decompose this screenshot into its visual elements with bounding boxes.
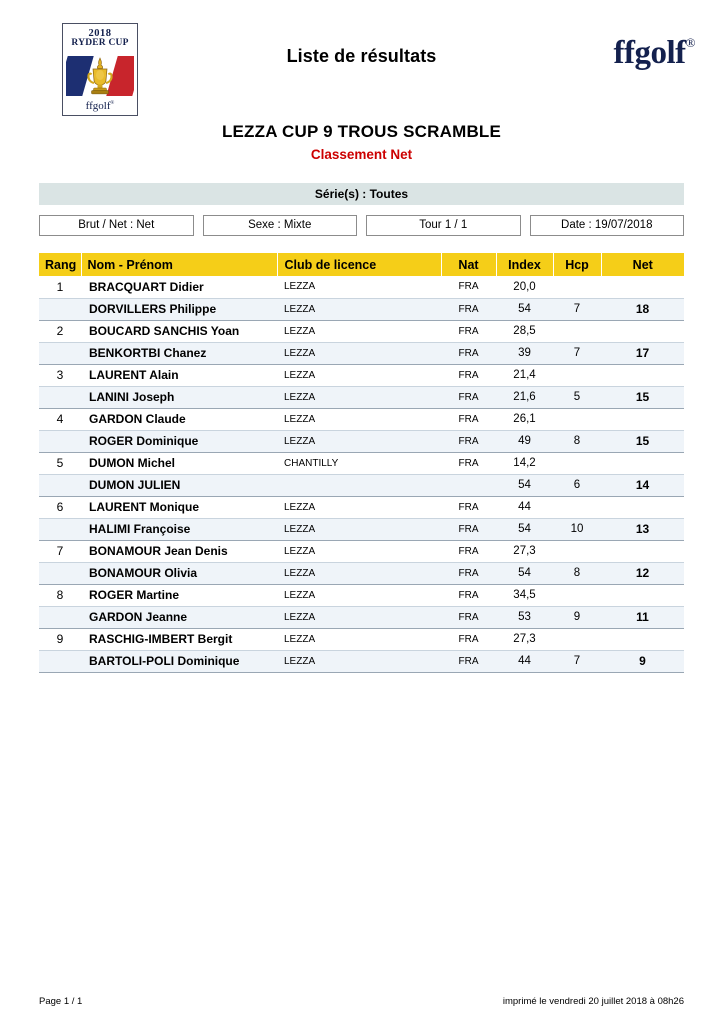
cell-nom: BOUCARD SANCHIS Yoan bbox=[81, 320, 277, 342]
filter-tour[interactable]: Tour 1 / 1 bbox=[366, 215, 521, 236]
table-row bbox=[39, 562, 684, 584]
column-header-rang[interactable]: Rang bbox=[39, 253, 81, 276]
cell-index: 49 bbox=[496, 430, 553, 452]
competition-title: LEZZA CUP 9 TROUS SCRAMBLE bbox=[221, 122, 502, 141]
cell-index: 54 bbox=[496, 298, 553, 320]
cell-net bbox=[601, 628, 684, 650]
page-footer bbox=[39, 996, 684, 1010]
cell-rang bbox=[39, 342, 81, 364]
cell-club: LEZZA bbox=[277, 386, 441, 408]
cell-index: 27,3 bbox=[496, 628, 553, 650]
cell-nat: FRA bbox=[441, 364, 496, 386]
table-row bbox=[39, 364, 684, 386]
page-header bbox=[0, 0, 723, 120]
cell-hcp bbox=[553, 540, 601, 562]
column-header-nat[interactable]: Nat bbox=[441, 253, 496, 276]
column-header-net[interactable]: Net bbox=[601, 253, 684, 276]
cell-rang: 4 bbox=[39, 408, 81, 430]
cell-net: 12 bbox=[601, 562, 684, 584]
cell-net: 15 bbox=[601, 386, 684, 408]
ryder-cup-logo bbox=[62, 23, 138, 116]
serie-bar: Série(s) : Toutes bbox=[39, 183, 684, 205]
cell-club bbox=[277, 474, 441, 496]
cell-rang bbox=[39, 606, 81, 628]
cell-hcp: 7 bbox=[553, 650, 601, 672]
cell-club: LEZZA bbox=[277, 408, 441, 430]
cell-hcp bbox=[553, 452, 601, 474]
cell-nat: FRA bbox=[441, 342, 496, 364]
cell-club: LEZZA bbox=[277, 276, 441, 298]
filter-sexe[interactable]: Sexe : Mixte bbox=[203, 215, 358, 236]
cell-nom: LAURENT Monique bbox=[81, 496, 277, 518]
cell-rang: 1 bbox=[39, 276, 81, 298]
cell-index: 54 bbox=[496, 474, 553, 496]
cell-nom: HALIMI Françoise bbox=[81, 518, 277, 540]
ffgolf-brand-logo bbox=[613, 36, 695, 70]
cell-net: 17 bbox=[601, 342, 684, 364]
cell-club: LEZZA bbox=[277, 430, 441, 452]
ryder-cup-registered-mark: ® bbox=[110, 101, 115, 106]
cell-nat: FRA bbox=[441, 650, 496, 672]
cell-nat: FRA bbox=[441, 298, 496, 320]
table-header-row bbox=[39, 253, 684, 276]
cell-hcp: 6 bbox=[553, 474, 601, 496]
footer-print-timestamp: imprimé le vendredi 20 juillet 2018 à 08h26 bbox=[502, 996, 684, 1007]
cell-club: LEZZA bbox=[277, 606, 441, 628]
table-row bbox=[39, 540, 684, 562]
cell-net: 15 bbox=[601, 430, 684, 452]
cell-club: LEZZA bbox=[277, 320, 441, 342]
table-row bbox=[39, 408, 684, 430]
cell-net: 11 bbox=[601, 606, 684, 628]
cell-nat: FRA bbox=[441, 452, 496, 474]
cell-hcp: 5 bbox=[553, 386, 601, 408]
cell-hcp: 7 bbox=[553, 298, 601, 320]
ffgolf-wordmark: ffgolf bbox=[613, 35, 686, 71]
table-row bbox=[39, 320, 684, 342]
table-row bbox=[39, 518, 684, 540]
cell-index: 26,1 bbox=[496, 408, 553, 430]
cell-rang: 9 bbox=[39, 628, 81, 650]
cell-index: 54 bbox=[496, 518, 553, 540]
cell-index: 27,3 bbox=[496, 540, 553, 562]
cell-club: CHANTILLY bbox=[277, 452, 441, 474]
cell-nat bbox=[441, 474, 496, 496]
table-row bbox=[39, 474, 684, 496]
ffgolf-registered-mark: ® bbox=[685, 35, 695, 50]
footer-page-number: Page 1 / 1 bbox=[39, 996, 83, 1007]
cell-club: LEZZA bbox=[277, 540, 441, 562]
table-row bbox=[39, 496, 684, 518]
cell-hcp bbox=[553, 320, 601, 342]
competition-subtitle: Classement Net bbox=[310, 147, 413, 162]
cell-nat: FRA bbox=[441, 386, 496, 408]
cell-nat: FRA bbox=[441, 276, 496, 298]
cell-nom: ROGER Martine bbox=[81, 584, 277, 606]
cell-nom: ROGER Dominique bbox=[81, 430, 277, 452]
cell-nom: BENKORTBI Chanez bbox=[81, 342, 277, 364]
table-row bbox=[39, 584, 684, 606]
cell-hcp bbox=[553, 364, 601, 386]
cell-nom: BONAMOUR Jean Denis bbox=[81, 540, 277, 562]
cell-club: LEZZA bbox=[277, 518, 441, 540]
cell-rang bbox=[39, 518, 81, 540]
cell-nom: DUMON Michel bbox=[81, 452, 277, 474]
cell-rang: 3 bbox=[39, 364, 81, 386]
cell-club: LEZZA bbox=[277, 298, 441, 320]
filter-date[interactable]: Date : 19/07/2018 bbox=[530, 215, 685, 236]
cell-nom: BONAMOUR Olivia bbox=[81, 562, 277, 584]
cell-net bbox=[601, 452, 684, 474]
cell-nat: FRA bbox=[441, 518, 496, 540]
cell-index: 21,6 bbox=[496, 386, 553, 408]
table-row bbox=[39, 342, 684, 364]
cell-nom: DORVILLERS Philippe bbox=[81, 298, 277, 320]
cell-nat: FRA bbox=[441, 562, 496, 584]
cell-nat: FRA bbox=[441, 408, 496, 430]
cell-net: 14 bbox=[601, 474, 684, 496]
document-title: Liste de résultats bbox=[286, 46, 437, 66]
cell-net: 9 bbox=[601, 650, 684, 672]
cell-hcp bbox=[553, 276, 601, 298]
cell-net bbox=[601, 408, 684, 430]
ryder-cup-logo-federation bbox=[66, 95, 134, 113]
cell-rang: 5 bbox=[39, 452, 81, 474]
cell-index: 34,5 bbox=[496, 584, 553, 606]
cell-nom: DUMON JULIEN bbox=[81, 474, 277, 496]
table-row bbox=[39, 628, 684, 650]
cell-nat: FRA bbox=[441, 584, 496, 606]
cell-hcp bbox=[553, 584, 601, 606]
cell-rang: 7 bbox=[39, 540, 81, 562]
cell-nat: FRA bbox=[441, 606, 496, 628]
cell-index: 44 bbox=[496, 650, 553, 672]
cell-net bbox=[601, 364, 684, 386]
cell-index: 54 bbox=[496, 562, 553, 584]
cell-rang bbox=[39, 430, 81, 452]
results-table bbox=[39, 253, 684, 672]
cell-net bbox=[601, 540, 684, 562]
table-row bbox=[39, 298, 684, 320]
cell-hcp bbox=[553, 496, 601, 518]
cell-rang: 8 bbox=[39, 584, 81, 606]
cell-nat: FRA bbox=[441, 540, 496, 562]
cell-index: 44 bbox=[496, 496, 553, 518]
cell-net: 13 bbox=[601, 518, 684, 540]
cell-net bbox=[601, 584, 684, 606]
cell-hcp: 10 bbox=[553, 518, 601, 540]
column-header-hcp[interactable]: Hcp bbox=[553, 253, 601, 276]
cell-index: 28,5 bbox=[496, 320, 553, 342]
table-row bbox=[39, 452, 684, 474]
results-table-body bbox=[39, 276, 684, 672]
cell-nat: FRA bbox=[441, 430, 496, 452]
cell-index: 14,2 bbox=[496, 452, 553, 474]
cell-nom: GARDON Claude bbox=[81, 408, 277, 430]
cell-hcp: 7 bbox=[553, 342, 601, 364]
cell-net: 18 bbox=[601, 298, 684, 320]
filter-brut-net[interactable]: Brut / Net : Net bbox=[39, 215, 194, 236]
filter-bar bbox=[39, 215, 684, 236]
column-header-nom[interactable]: Nom - Prénom bbox=[81, 253, 277, 276]
cell-hcp: 9 bbox=[553, 606, 601, 628]
cell-nat: FRA bbox=[441, 496, 496, 518]
cell-rang: 2 bbox=[39, 320, 81, 342]
cell-club: LEZZA bbox=[277, 364, 441, 386]
table-row bbox=[39, 606, 684, 628]
column-header-index[interactable]: Index bbox=[496, 253, 553, 276]
table-row bbox=[39, 386, 684, 408]
cell-club: LEZZA bbox=[277, 584, 441, 606]
ryder-cup-year: 2018 bbox=[88, 28, 112, 39]
ryder-cup-event: RYDER CUP bbox=[71, 38, 129, 49]
table-row bbox=[39, 276, 684, 298]
cell-club: LEZZA bbox=[277, 496, 441, 518]
cell-rang bbox=[39, 474, 81, 496]
cell-nom: LANINI Joseph bbox=[81, 386, 277, 408]
table-row bbox=[39, 430, 684, 452]
cell-club: LEZZA bbox=[277, 562, 441, 584]
cell-rang bbox=[39, 650, 81, 672]
cell-hcp: 8 bbox=[553, 430, 601, 452]
cell-club: LEZZA bbox=[277, 628, 441, 650]
cell-net bbox=[601, 276, 684, 298]
cell-rang: 6 bbox=[39, 496, 81, 518]
cell-club: LEZZA bbox=[277, 650, 441, 672]
cell-hcp bbox=[553, 408, 601, 430]
cell-index: 20,0 bbox=[496, 276, 553, 298]
cell-nom: BARTOLI-POLI Dominique bbox=[81, 650, 277, 672]
table-row bbox=[39, 650, 684, 672]
table-bottom-rule bbox=[39, 672, 684, 673]
cell-rang bbox=[39, 562, 81, 584]
cell-hcp bbox=[553, 628, 601, 650]
cell-index: 21,4 bbox=[496, 364, 553, 386]
cell-nat: FRA bbox=[441, 320, 496, 342]
cell-nom: RASCHIG-IMBERT Bergit bbox=[81, 628, 277, 650]
cell-rang bbox=[39, 298, 81, 320]
column-header-club[interactable]: Club de licence bbox=[277, 253, 441, 276]
cell-nom: GARDON Jeanne bbox=[81, 606, 277, 628]
cell-nat: FRA bbox=[441, 628, 496, 650]
cell-index: 39 bbox=[496, 342, 553, 364]
cell-nom: BRACQUART Didier bbox=[81, 276, 277, 298]
ryder-cup-federation-text: ffgolf bbox=[85, 99, 111, 112]
cell-net bbox=[601, 320, 684, 342]
cell-nom: LAURENT Alain bbox=[81, 364, 277, 386]
cell-hcp: 8 bbox=[553, 562, 601, 584]
cell-index: 53 bbox=[496, 606, 553, 628]
cell-club: LEZZA bbox=[277, 342, 441, 364]
cell-net bbox=[601, 496, 684, 518]
cell-rang bbox=[39, 386, 81, 408]
